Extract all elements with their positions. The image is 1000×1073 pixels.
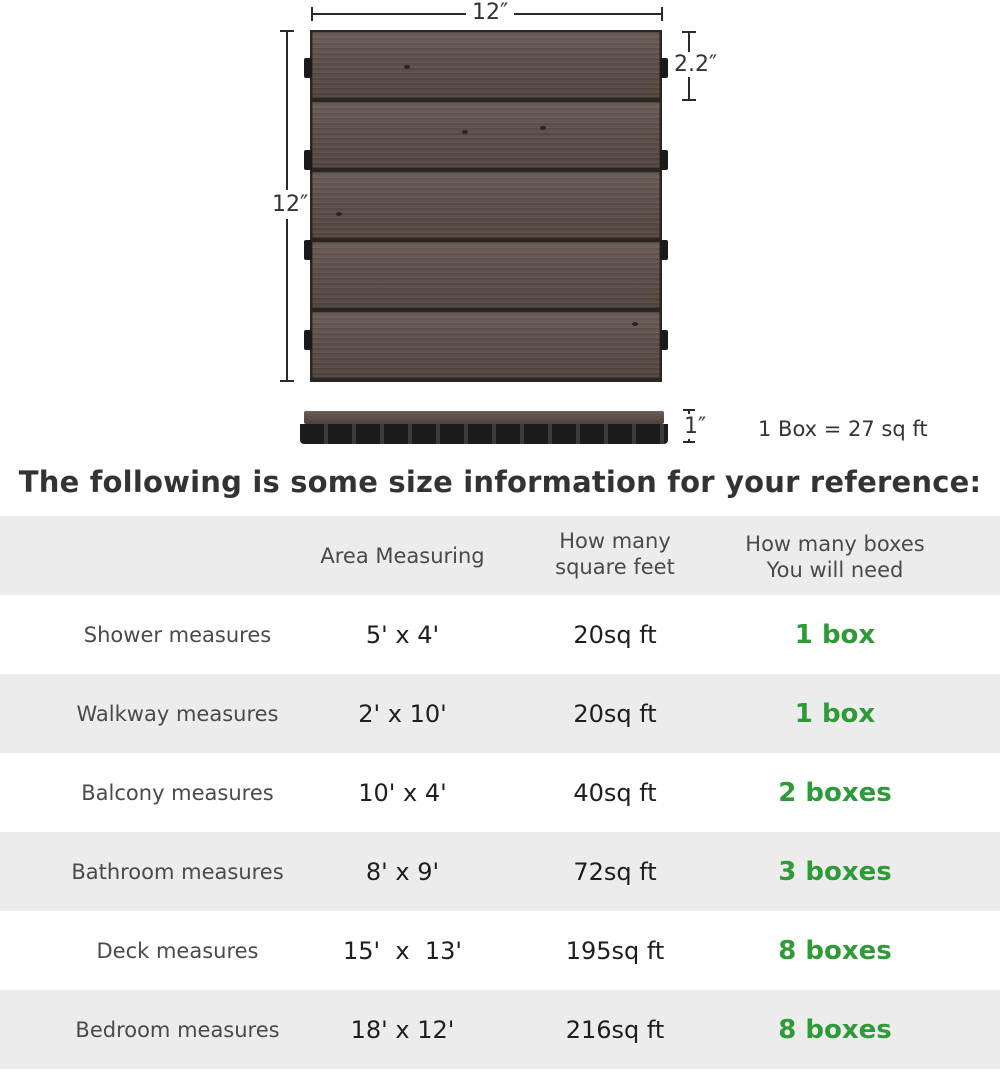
boxes-value: 8 boxes	[778, 1014, 892, 1045]
area-value: 5' x 4'	[365, 620, 440, 649]
sqft-value: 72sq ft	[573, 857, 657, 886]
table-row	[0, 753, 1000, 832]
wood-plank	[312, 172, 660, 238]
plank-dim-tick-bottom	[682, 99, 696, 101]
area-value: 18' x 12'	[350, 1015, 455, 1044]
thickness-dim-tick-bottom	[683, 441, 695, 443]
area-value: 15' x 13'	[343, 936, 462, 965]
tile-clip	[304, 58, 312, 78]
width-label: 12″	[466, 0, 514, 25]
header-sqft-line2: square feet	[555, 555, 675, 579]
boxes-value: 1 box	[794, 698, 876, 729]
table-row	[0, 990, 1000, 1069]
wood-plank	[312, 102, 660, 168]
header-boxes-line1: How many boxes	[745, 532, 925, 556]
tile-clip	[660, 58, 668, 78]
table-row	[0, 832, 1000, 911]
size-reference-table	[0, 516, 1000, 1069]
table-row	[0, 911, 1000, 990]
box-coverage-text: 1 Box = 27 sq ft	[758, 417, 928, 441]
room-name: Deck measures	[96, 938, 259, 963]
height-dim-tick-bottom	[280, 380, 294, 382]
wood-plank	[312, 32, 660, 98]
tile-clip	[304, 150, 312, 170]
header-area: Area Measuring	[320, 543, 485, 568]
room-name: Balcony measures	[81, 780, 274, 805]
boxes-value: 8 boxes	[778, 935, 892, 966]
deck-tile-image	[310, 30, 662, 382]
sqft-value: 40sq ft	[573, 778, 657, 807]
wood-plank	[312, 312, 660, 378]
tile-side-view-base	[300, 424, 668, 444]
tile-clip	[660, 240, 668, 260]
boxes-value: 3 boxes	[778, 856, 892, 887]
wood-plank	[312, 242, 660, 308]
table-header-row	[0, 516, 1000, 595]
boxes-value: 2 boxes	[778, 777, 892, 808]
width-dim-tick-right	[661, 7, 663, 21]
area-value: 10' x 4'	[358, 778, 447, 807]
header-boxes-line2: You will need	[766, 558, 904, 582]
table-row	[0, 674, 1000, 753]
sqft-value: 20sq ft	[573, 620, 657, 649]
tile-clip	[660, 150, 668, 170]
sqft-value: 20sq ft	[573, 699, 657, 728]
header-sqft-line1: How many	[559, 529, 671, 553]
room-name: Shower measures	[83, 622, 272, 647]
header-boxes	[720, 531, 950, 583]
tile-side-view-plank	[304, 411, 664, 424]
room-name: Bathroom measures	[71, 859, 284, 884]
room-name: Bedroom measures	[75, 1017, 280, 1042]
area-value: 8' x 9'	[365, 857, 440, 886]
tile-clip	[304, 240, 312, 260]
area-value: 2' x 10'	[358, 699, 447, 728]
page-heading: The following is some size information for your reference:	[18, 465, 982, 499]
room-name: Walkway measures	[76, 701, 279, 726]
sqft-value: 195sq ft	[565, 936, 665, 965]
boxes-value: 1 box	[794, 619, 876, 650]
height-label: 12″	[272, 192, 309, 217]
plank-width-label: 2.2″	[674, 52, 718, 77]
tile-clip	[660, 330, 668, 350]
thickness-label: 1″	[684, 414, 707, 439]
header-sqft	[520, 528, 710, 580]
tile-clip	[304, 330, 312, 350]
table-row	[0, 595, 1000, 674]
sqft-value: 216sq ft	[565, 1015, 665, 1044]
